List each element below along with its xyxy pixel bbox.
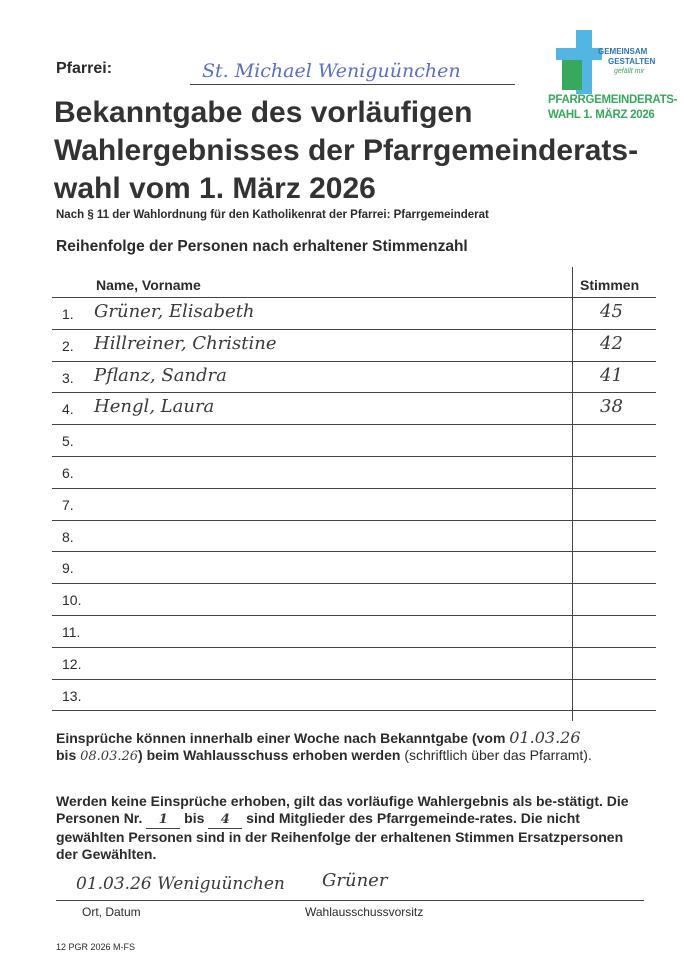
pfarrei-underline — [190, 84, 515, 85]
table-row-line — [52, 583, 656, 584]
table-row-line — [52, 647, 656, 648]
table-row-line — [52, 392, 656, 393]
objection-text-3: ) beim Wahlausschuss erhoben werden — [138, 747, 401, 763]
table-row-line — [52, 679, 656, 680]
wahlausschussvorsitz-label: Wahlausschussvorsitz — [305, 905, 424, 919]
result-text-1: Werden keine Einsprüche erhoben, gilt das vorläufige Wahlergebnis als be-stätigt. Die Personen Nr. — [56, 793, 629, 826]
row-name: Pflanz, Sandra — [94, 364, 227, 386]
objection-to-date: 08.03.26 — [80, 749, 139, 764]
row-number: 4. — [62, 401, 74, 418]
table-row-line — [52, 456, 656, 457]
ort-datum-value: 01.03.26 Weniguünchen — [76, 874, 285, 894]
logo-text-2: GESTALTEN — [608, 57, 656, 66]
row-number: 3. — [62, 369, 74, 386]
row-number: 1. — [62, 306, 74, 322]
row-number: 7. — [62, 496, 74, 513]
table-row-line — [52, 710, 656, 711]
chair-signature: Grüner — [322, 870, 388, 891]
column-header-votes: Stimmen — [580, 277, 640, 293]
row-number: 10. — [62, 592, 82, 609]
footer-code: 12 PGR 2026 M-FS — [56, 942, 136, 952]
row-votes: 41 — [600, 364, 623, 386]
objection-from-date: 01.03.26 — [509, 728, 581, 747]
row-name: Grüner, Elisabeth — [94, 301, 255, 322]
result-paragraph — [56, 793, 646, 863]
result-nr-to: 4 — [208, 811, 242, 829]
logo-text-1: GEMEINSAM — [598, 47, 648, 56]
table-row-line — [52, 488, 656, 489]
table-row-line — [52, 329, 656, 330]
title-line-3: wahl vom 1. März 2026 — [54, 172, 376, 205]
row-name: Hillreiner, Christine — [94, 332, 277, 354]
table-row-line — [52, 297, 656, 298]
table-row-line — [52, 361, 656, 362]
table-column-divider — [572, 267, 573, 721]
result-nr-from: 1 — [146, 811, 180, 829]
pfarrei-value: St. Michael Weniguünchen — [202, 60, 461, 82]
page-title — [54, 94, 644, 208]
row-number: 8. — [62, 528, 74, 545]
row-number: 13. — [62, 687, 82, 704]
result-text-2: bis — [184, 810, 205, 826]
row-votes: 45 — [600, 301, 623, 322]
objection-text-1: Einsprüche können innerhalb einer Woche nach Bekanntgabe (vom — [56, 730, 506, 746]
signature-line — [56, 900, 644, 901]
result-text-3: sind Mitglieder des Pfarrgemeinde-rates. Die nicht gewählten Personen sind in der Reihenfolge der erhaltenen Stimmen Ersatzpersonen der Gewählten. — [56, 810, 624, 862]
title-line-2: Wahlergebnisses der Pfarrgemeinderats- — [54, 134, 639, 167]
row-number: 2. — [62, 337, 74, 354]
objection-text-4: (schriftlich über das Pfarramt). — [400, 747, 592, 763]
logo-text-3: gefällt mir — [614, 68, 645, 75]
objection-text-2: bis — [56, 747, 77, 763]
row-votes: 38 — [600, 396, 623, 418]
logo-cross-horizontal — [556, 48, 602, 60]
results-table — [52, 267, 656, 721]
table-row-line — [52, 424, 656, 425]
table-row-line — [52, 615, 656, 616]
row-votes: 42 — [600, 332, 623, 354]
row-name: Hengl, Laura — [94, 396, 215, 418]
row-number: 9. — [62, 560, 74, 577]
table-row-line — [52, 520, 656, 521]
section-heading: Reihenfolge der Personen nach erhaltener Stimmenzahl — [56, 238, 468, 255]
logo-text-4: PFARRGEMEINDERATS- — [548, 94, 678, 106]
table-row-line — [52, 551, 656, 552]
column-header-name: Name, Vorname — [96, 277, 201, 293]
logo-text-5: WAHL 1. MÄRZ 2026 — [548, 109, 655, 121]
pfarrei-label: Pfarrei: — [56, 60, 113, 77]
row-number: 5. — [62, 433, 74, 450]
subtitle: Nach § 11 der Wahlordnung für den Katholikenrat der Pfarrei: Pfarrgemeinderat — [56, 209, 489, 221]
objection-paragraph — [56, 729, 646, 765]
row-number: 11. — [62, 624, 81, 640]
title-line-1: Bekanntgabe des vorläufigen — [54, 96, 473, 129]
row-number: 6. — [62, 465, 74, 481]
ort-datum-label: Ort, Datum — [82, 905, 141, 919]
row-number: 12. — [62, 655, 82, 672]
logo-cross-green — [562, 60, 582, 90]
